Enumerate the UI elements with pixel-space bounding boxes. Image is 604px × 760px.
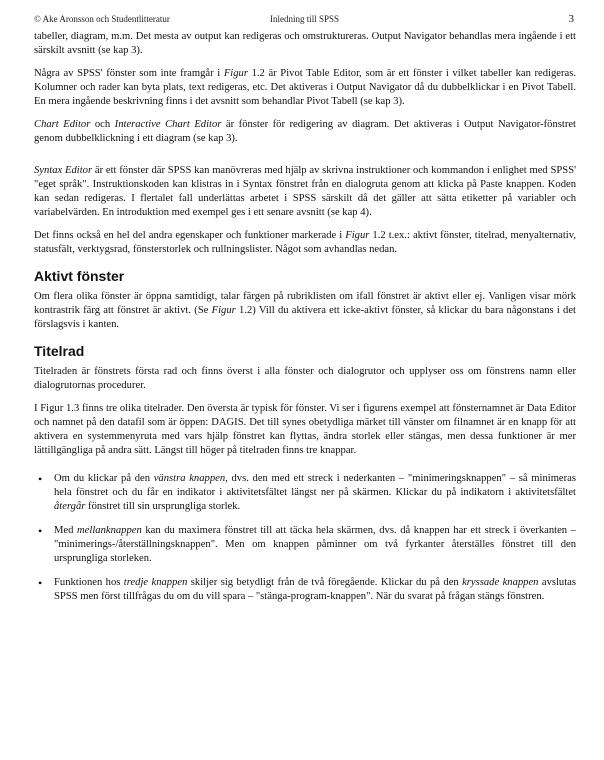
page-number: 3 (568, 13, 574, 25)
bullet-icon: • (38, 576, 43, 590)
paragraph-titelrad-intro: Titelraden är fönstrets första rad och finns överst i alla fönster och dialogrutor och upplyser oss om fönstrens namn eller dialogrutornas procedurer. (34, 366, 576, 391)
figure-ref: Figur (345, 230, 370, 241)
paragraph-titelrad-figure: I Figur 1.3 finns tre olika titelrader. Den översta är typisk för fönster. Vi ser i figurens exempel att fönsternamnet är Data Editor och namnet på den datafil som är öppen: DAGIS. Det till synes obetydliga märket till vänster om filnamnet är en knapp för att aktivera en systemmenyruta med vars hjälp fönstret kan flyttas, ändra storlek eller stängas, men dessa funktioner är mer lättillgängliga på andra sätt. Längst till höger på titelraden finns tre knappar. (34, 403, 576, 456)
header-copyright: © Ake Aronsson och Studentlitteratur (34, 14, 170, 24)
list-item: • Med mellanknappen kan du maximera fönstret till att täcka hela skärmen, dvs. då knappen har ett streck i överkanten – "minimerings-/återställningsknappen". Men om knappen påminner om två fyrkanter återställes fönstret till den ursprungliga storleken. (38, 524, 576, 564)
paragraph-syntax-editor: Syntax Editor är ett fönster där SPSS kan manövreras med hjälp av skrivna instruktioner och kommandon i enlighet med SPSS' "eget språk". Instruktionskoden kan klistras in i Syntax fönstret från en dialogruta genom att klicka på Paste knappen. Koden kan sedan redigeras. I flertalet fall underlättas arbetet i SPSS särskilt då det gäller att sätta etiketter på variabler och variabelvärden. En introduktion med exempel ges i ett senare avsnitt (se kap 4). (34, 165, 576, 218)
bullet-list (34, 472, 576, 604)
heading-aktivt-fonster: Aktivt fönster (34, 268, 125, 284)
page-header (34, 14, 574, 28)
figure-ref: Figur (211, 305, 236, 316)
heading-titelrad: Titelrad (34, 343, 85, 359)
paragraph-other-features: Det finns också en hel del andra egenskaper och funktioner markerade i Figur 1.2 t.ex.: aktivt fönster, titelrad, menyalternativ, statusfält, verktygsrad, fönsterstorlek och rullningslister. Något som avhandlas nedan. (34, 230, 576, 255)
list-item: • Om du klickar på den vänstra knappen, dvs. den med ett streck i nederkanten – "minimeringsknappen" – så minimeras hela fönstret och du får en indikator i aktivitetsfältet längst ner på skärmen. Klickar du på indikatorn i aktivitetsfältet återgår fönstret till sin ursprungliga storlek. (38, 472, 576, 512)
paragraph-chart-editor: Chart Editor och Interactive Chart Editor är fönster för redigering av diagram. Det aktiveras i Output Navigator-fönstret genom dubbelklickning i ett diagram (se kap 3). (34, 119, 576, 144)
list-item: • Funktionen hos tredje knappen skiljer sig betydligt från de två föregående. Klickar du på den kryssade knappen avslutas SPSS men först tillfrågas du om du vill spara – "stänga-program-knappen". När du svarat på frågan stängs fönstren. (38, 576, 577, 602)
page-body (34, 30, 576, 614)
paragraph-output-navigator: tabeller, diagram, m.m. Det mesta av output kan redigeras och omstruktureras. Output Navigator behandlas mera ingående i ett särskilt avsnitt (se kap 3). (34, 31, 576, 56)
bullet-icon: • (38, 524, 43, 538)
header-chapter-title: Inledning till SPSS (270, 14, 340, 24)
paragraph-aktivt-fonster: Om flera olika fönster är öppna samtidigt, talar färgen på rubriklisten om ifall fönstret är aktivt eller ej. Vanligen visar mörk kontrastrik färg att fönstret är aktivt. (Se Figur 1.2) Vill du aktivera ett icke-aktivt fönster, så klickar du bara någonstans i det förslagsvis i kanten. (34, 291, 577, 330)
bullet-icon: • (38, 472, 43, 486)
paragraph-pivot-table-editor: Några av SPSS' fönster som inte framgår i Figur 1.2 är Pivot Table Editor, som är ett fönster i vilket tabeller kan redigeras. Kolumner och rader kan byta plats, text redigeras, etc. Det aktiveras i Output Navigator då du dubbelklickar i en Pivot Tabell. En mera ingående beskrivning finns i det avsnitt som behandlar Pivot Tabell (se kap 3). (34, 68, 576, 107)
figure-ref: Figur (223, 68, 248, 79)
